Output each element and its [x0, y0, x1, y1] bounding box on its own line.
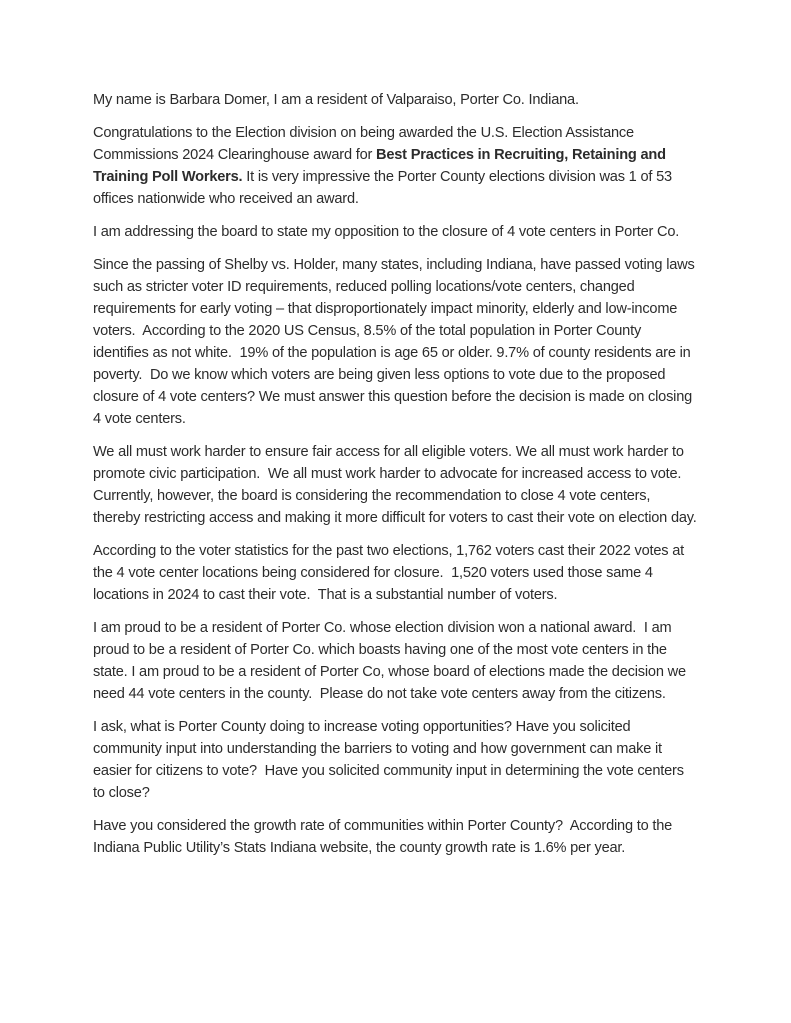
paragraph-voting-laws-census: Since the passing of Shelby vs. Holder, many states, including Indiana, have passed voting laws such as stricter voter ID requirements, reduced polling locations/vote centers, changed requirements for early voting – that disproportionately impact minority, elderly and low-income voters. According to the 2020 US Census, 8.5% of the total population in Porter County identifies as not white. 19% of the population is age 65 or older. 9.7% of county residents are in poverty. Do we know which voters are being given less options to vote due to the proposed closure of 4 vote centers? We must answer this question before the decision is made on closing 4 vote centers.	[93, 257, 699, 427]
paragraph-proud-resident: I am proud to be a resident of Porter Co. whose election division won a national award. I am proud to be a resident of Porter Co. which boasts having one of the most vote centers in the state. I am proud to be a resident of Porter Co, whose board of elections made the decision we need 44 vote centers in the county. Please do not take vote centers away from the citizens.	[93, 620, 690, 702]
award-title-bold-run: Best Practices in Recruiting, Retaining and Training Poll Workers.	[93, 147, 670, 185]
paragraph-opposition-statement: I am addressing the board to state my opposition to the closure of 4 vote centers in Porter Co.	[93, 224, 680, 240]
paragraph-voter-statistics: According to the voter statistics for the past two elections, 1,762 voters cast their 2022 votes at the 4 vote center locations being considered for closure. 1,520 voters used those same 4 locations in 2024 to cast their vote. That is a substantial number of voters.	[93, 543, 688, 603]
paragraph-introduction: My name is Barbara Domer, I am a resident of Valparaiso, Porter Co. Indiana.	[93, 92, 579, 108]
paragraph-community-input-questions: I ask, what is Porter County doing to increase voting opportunities? Have you solicited community input into understanding the barriers to voting and how government can make it easier for citizens to vote? Have you solicited community input in determining the vote centers to close?	[93, 719, 688, 801]
text-run: Congratulations to the Election division on being awarded the U.S. Election Assistance Commissions 2024 Clearinghouse award for	[93, 125, 638, 163]
text-run: It is very impressive the Porter County elections division was 1 of 53 offices nationwide who received an award.	[93, 169, 676, 207]
paragraph-work-harder: We all must work harder to ensure fair access for all eligible voters. We all must work harder to promote civic participation. We all must work harder to advocate for increased access to vote. Currently, however, the board is considering the recommendation to close 4 vote centers, thereby restricting access and making it more difficult for voters to cast their vote on election day.	[93, 444, 697, 526]
paragraph-congratulations	[93, 122, 698, 210]
paragraph-growth-rate: Have you considered the growth rate of communities within Porter County? According to the Indiana Public Utility’s Stats Indiana website, the county growth rate is 1.6% per year.	[93, 818, 676, 856]
